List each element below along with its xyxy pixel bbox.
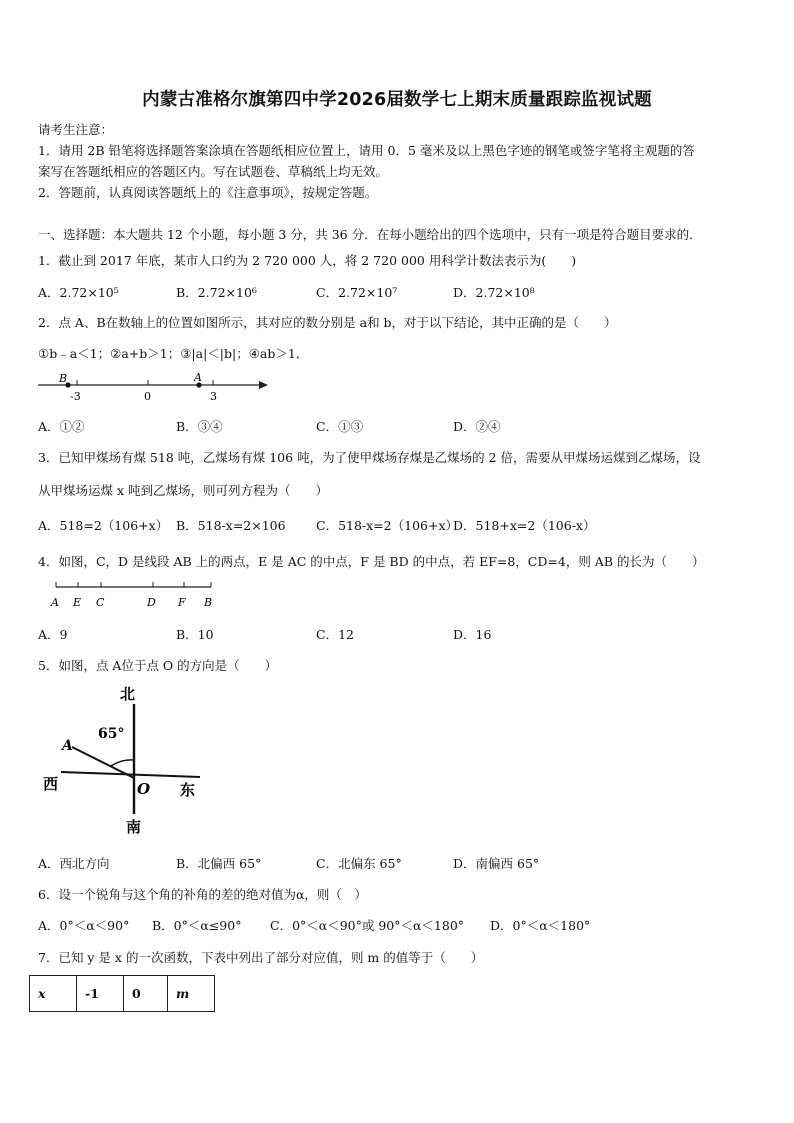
- question-2-stem: 2．点 A、B在数轴上的位置如图所示，其对应的数分别是 a和 b，对于以下结论，其中正确的是（ ）: [38, 315, 617, 330]
- question-2-option-d: D．②④: [453, 419, 501, 434]
- question-5-option-b: B．北偏西 65°: [176, 856, 262, 871]
- question-2-option-c: C．①③: [316, 419, 364, 434]
- question-4-option-d: D．16: [453, 627, 492, 642]
- segment-label-a: A: [51, 596, 59, 609]
- question-5-stem: 5．如图，点 A位于点 O 的方向是（ ）: [38, 658, 278, 673]
- question-1-option-c: C．2.72×10⁷: [316, 285, 398, 300]
- question-3-option-b: B．518-x=2×106: [176, 518, 286, 533]
- point-b-label: B: [59, 372, 68, 385]
- question-4-option-c: C．12: [316, 627, 354, 642]
- question-4-option-b: B．10: [176, 627, 214, 642]
- segment-label-e: E: [73, 596, 82, 609]
- question-7-table: [29, 975, 215, 1012]
- table-cell-x: x: [30, 976, 77, 1012]
- question-2-option-b: B．③④: [176, 419, 223, 434]
- question-4-stem: 4．如图，C，D 是线段 AB 上的两点，E 是 AC 的中点，F 是 BD 的中点，若 EF=8，CD=4，则 AB 的长为（ ）: [38, 554, 705, 569]
- question-6-option-d: D．0°＜α＜180°: [490, 918, 591, 933]
- table-cell-minus-1: -1: [77, 976, 124, 1012]
- west-label: 西: [43, 775, 59, 793]
- north-label: 北: [120, 685, 136, 703]
- table-cell-0: 0: [124, 976, 168, 1012]
- segment-label-f: F: [178, 596, 186, 609]
- point-o-label: O: [137, 780, 151, 798]
- segment-label-b: B: [204, 596, 213, 609]
- section-heading: 一、选择题：本大题共 12 个小题，每小题 3 分，共 36 分．在每小题给出的四个选项中，只有一项是符合题目要求的．: [38, 227, 702, 242]
- point-a-label: A: [194, 371, 202, 384]
- notice-item-1-line-2: 案写在答题纸相应的答题区内。写在试题卷、草稿纸上均无效。: [38, 164, 389, 179]
- table-row: [30, 976, 215, 1012]
- question-6-option-c: C．0°＜α＜90°或 90°＜α＜180°: [270, 918, 465, 933]
- table-cell-m: m: [168, 976, 215, 1012]
- number-line-figure: [0, 368, 280, 408]
- question-1-option-a: A．2.72×10⁵: [38, 285, 119, 300]
- page-title: 内蒙古准格尔旗第四中学2026届数学七上期末质量跟踪监视试题: [142, 90, 652, 110]
- question-2-option-a: A．①②: [38, 419, 85, 434]
- point-a-label: A: [62, 738, 73, 754]
- question-5-option-a: A．西北方向: [38, 856, 110, 871]
- question-3-option-c: C．518-x=2（106+x）: [316, 518, 459, 533]
- question-6-option-b: B．0°＜α≤90°: [152, 918, 242, 933]
- question-3-stem-line-1: 3．已知甲煤场有煤 518 吨，乙煤场有煤 106 吨，为了使甲煤场存煤是乙煤场的 2 倍，需要从甲煤场运煤到乙煤场，设: [38, 450, 701, 465]
- segment-label-c: C: [96, 596, 105, 609]
- segment-figure: [0, 578, 240, 614]
- notice-heading: 请考生注意：: [38, 122, 114, 137]
- angle-label: 65°: [98, 726, 125, 742]
- question-6-option-a: A．0°＜α＜90°: [38, 918, 130, 933]
- notice-item-1-line-1: 1．请用 2B 铅笔将选择题答案涂填在答题纸相应位置上，请用 0．5 毫米及以上黑色字迹的钢笔或签字笔将主观题的答: [38, 143, 695, 158]
- tick-label-0: 0: [144, 390, 151, 403]
- direction-figure: [0, 680, 240, 840]
- question-3-option-d: D．518+x=2（106-x）: [453, 518, 596, 533]
- tick-label-minus-3: -3: [70, 390, 81, 403]
- question-6-stem: 6．设一个锐角与这个角的补角的差的绝对值为α，则（ ）: [38, 887, 367, 902]
- south-label: 南: [126, 818, 142, 836]
- question-5-option-c: C．北偏东 65°: [316, 856, 402, 871]
- question-1-stem: 1．截止到 2017 年底，某市人口约为 2 720 000 人，将 2 720 000 用科学计数法表示为( ): [38, 253, 577, 268]
- segment-label-d: D: [147, 596, 156, 609]
- question-3-stem-line-2: 从甲煤场运煤 x 吨到乙煤场，则可列方程为（ ）: [38, 483, 328, 498]
- question-3-option-a: A．518=2（106+x）: [38, 518, 169, 533]
- question-1-option-d: D．2.72×10⁸: [453, 285, 535, 300]
- tick-label-3: 3: [210, 390, 217, 403]
- question-5-option-d: D．南偏西 65°: [453, 856, 540, 871]
- question-7-stem: 7．已知 y 是 x 的一次函数，下表中列出了部分对应值，则 m 的值等于（ ）: [38, 950, 484, 965]
- question-4-option-a: A．9: [38, 627, 68, 642]
- question-1-option-b: B．2.72×10⁶: [176, 285, 257, 300]
- question-2-conclusions: ①b﹣a＜1；②a+b＞1；③|a|＜|b|；④ab＞1．: [38, 346, 309, 361]
- notice-item-2: 2．答题前，认真阅读答题纸上的《注意事项》，按规定答题。: [38, 185, 378, 200]
- east-label: 东: [180, 781, 196, 799]
